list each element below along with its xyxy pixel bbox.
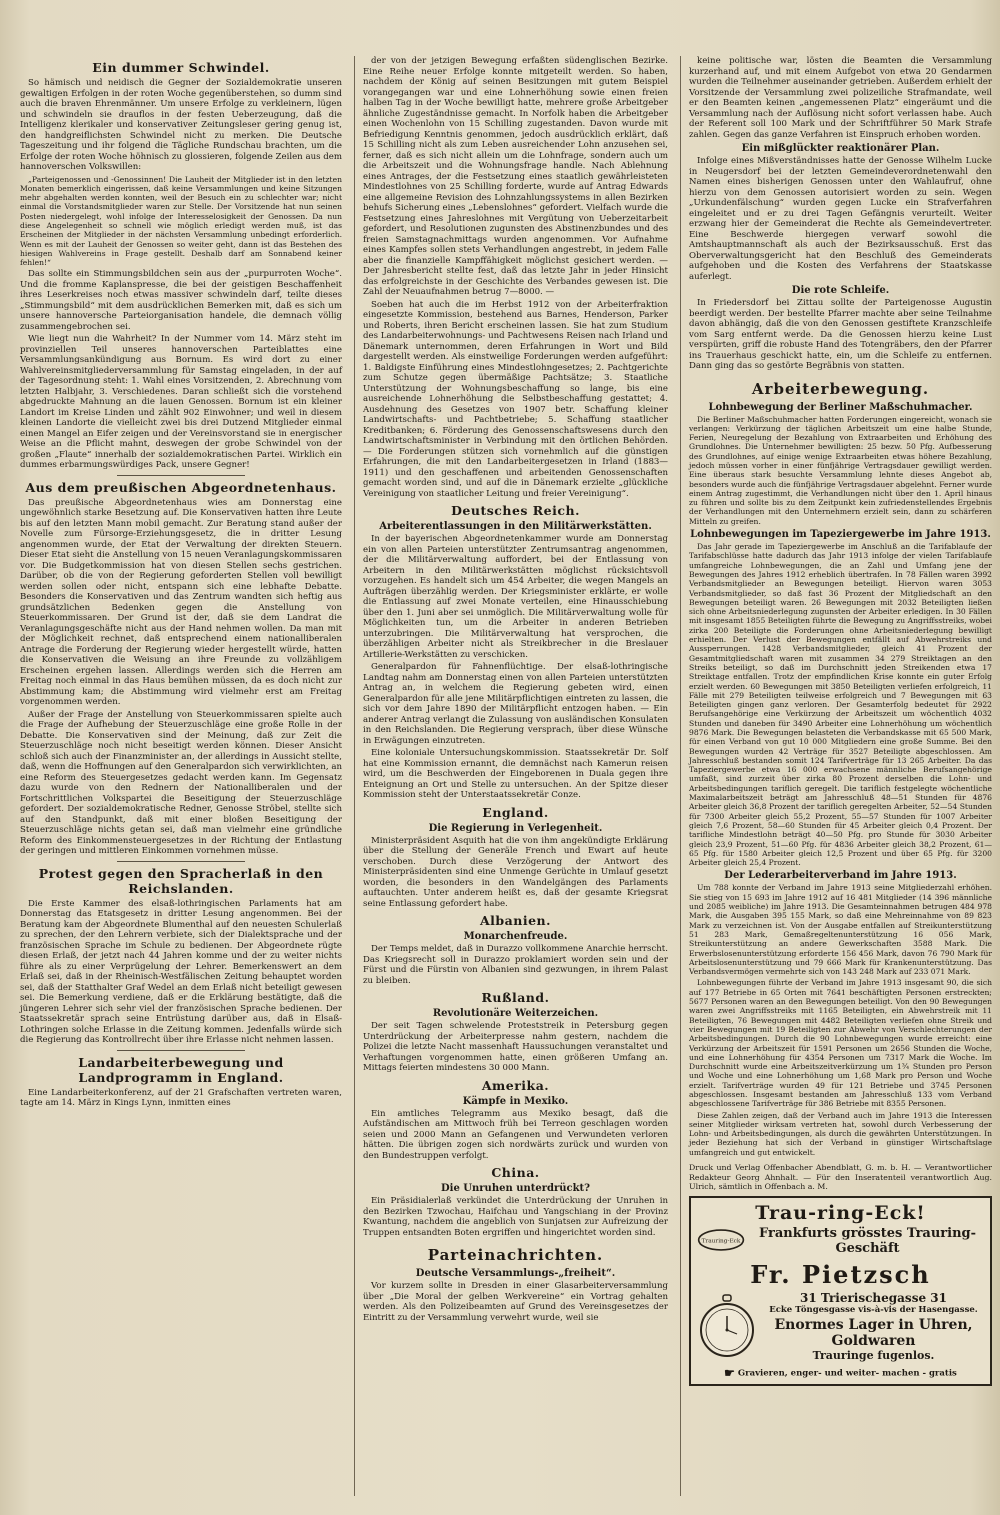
article-text: In Friedersdorf bei Zittau sollte der Parteigenosse Augustin beerdigt werden. Der bestellte Pfarrer machte aber seine Teilnahme davon abhängig, daß die von den Genossen gestiftete Kranzschleife vom Sarg entfernt werde. Da die Genossen hierzu keine Lust verspürten, griff die robuste Hand des Totengräbers, den der Pfarrer ins Trauerhaus geschickt hatte, ein, um die Schleife zu entfernen. Dann ging das so gestörte Begräbnis von statten. (689, 298, 992, 371)
subheadline-verlegenheit: Die Regierung in Verlegenheit. (428, 822, 603, 834)
pointing-hand-icon: ☛ (724, 1365, 735, 1380)
headline-landarbeiter: Landarbeiterbewegung und Landprogramm in England. (78, 1054, 284, 1085)
column-3 (680, 56, 998, 1496)
divider (117, 475, 246, 476)
article-text: Das Jahr gerade im Tapeziergewerbe im Anschluß an die Tarifablaufe der Tarifabschlüsse hatte dadurch das Jahr 1913 infolge der vielen Tarifablaufe umfangreiche Lohnbewegungen, die an Zahl und Umfang jene der Bewegungen des Jahres 1912 erheblich übertrafen. In 78 Fällen waren 3992 Verbandsmitglieder an Bewegungen beteiligt. Hiervon waren 3053 Verbandsmitglieder, so daß fast 36 Prozent der Mitgliedschaft an den Bewegungen beteiligt waren. 26 Bewegungen mit 2032 Beteiligten ließen sich ohne Arbeitsniederlegung zugunsten der Arbeiter erledigen. In 30 Fällen mit insgesamt 1855 Beteiligten führte die Bewegung zu Angriffsstreiks, wobei zirka 200 Beteiligte die Forderungen ohne Arbeitsniederlegung bewilligt erhielten. Der Verlust der Bewegungen entfällt auf Abwehrstreiks und Aussperrungen. 1428 Verbandsmitglieder, gleich 41 Prozent der Gesamtmitgliedschaft waren mit zusammen 34 279 Streiktagen an den Streiks beteiligt, so daß im Durchschnitt jeden Streikenden etwa 17 Streiktage entfallen. Trotz der empfindlichen Krise konnte ein guter Erfolg erzielt werden. 60 Bewegungen mit 3850 Beteiligten verliefen erfolgreich, 11 Fälle mit 279 Beteiligten teilweise erfolgreich und 7 Bewegungen mit 63 Beteiligten gingen ganz verloren. Der Gesamterfolg bedeutet für 2922 Berufsangehörige eine Verkürzung der Arbeitszeit um wöchentlich 4032 Stunden und daneben für 3490 Arbeiter eine Lohnerhöhung um wöchentlich 9876 Mark. Die Bewegungen belasteten die Verbandskasse mit 65 500 Mark, für einen Verband von gut 10 000 Mitgliedern eine große Summe. Bei den Bewegungen wurden 42 Verträge für 3527 Beteiligte abgeschlossen. Am Jahresschluß bestanden somit 124 Tarifverträge für 13 265 Arbeiter. Da das Tapeziergewerbe etwa 16 000 erwachsene männliche Berufsangehörige umfaßt, sind zurzeit über zirka 80 Prozent derselben die Lohn- und Arbeitsbedingungen tariflich geregelt. Die tariflich festgelegte wöchentliche Maximalarbeitszeit beträgt am Jahresschluß 48—51 Stunden für 4876 Arbeiter gleich 36,8 Prozent der tariflich geregelten Arbeiter, 52—54 Stunden für 7300 Arbeiter gleich 55,2 Prozent, 55—57 Stunden für 1007 Arbeiter gleich 7,6 Prozent, 58—60 Stunden für 45 Arbeiter gleich 0,4 Prozent. Der tarifliche Mindestlohn beträgt 40—50 Pfg. pro Stunde für 3030 Arbeiter gleich 23,9 Prozent, 51—60 Pfg. für 4836 Arbeiter gleich 38,2 Prozent, 61—65 Pfg. für 1580 Arbeiter gleich 12,5 Prozent und über 65 Pfg. für 3200 Arbeiter gleich 25,4 Prozent. (689, 542, 992, 868)
article-text: Der seit Tagen schwelende Proteststreik in Petersburg gegen Unterdrückung der Arbeiterpresse nahm gestern, nachdem die Polizei die letzte Nacht massenhaft Haussuchungen veranstaltet und Verhaftungen vorgenommen hatte, einen größeren Umfang an. Mittags feierten mindestens 30 000 Mann. (363, 1021, 668, 1073)
subheadline-monarchenfreude: Monarchenfreude. (463, 931, 568, 942)
section-parteinachrichten: Parteinachrichten. (427, 1246, 604, 1264)
article-text: Außer der Frage der Anstellung von Steuerkommissaren spielte auch die Frage der Aufhebung der Steuerzuschläge eine große Rolle in der Debatte. Die Konservativen sind der Meinung, daß zur Zeit die Steuerzuschläge noch nicht beseitigt werden können. Dieser Ansicht schloß sich auch der Finanzminister an, der allerdings in Aussicht stellte, daß, wenn die Hoffnungen auf den Generalpardon sich verwirklichten, an eine Reform des Steuergesetzes gedacht werden kann. Im Gegensatz dazu wurde von den Rednern der Nationalliberalen und der Fortschrittlichen Volkspartei die Beseitigung der Steuerzuschläge gefordert. Der sozialdemokratische Redner, Genosse Ströbel, stellte sich auf den Standpunkt, daß mit einer bloßen Beseitigung der Steuerzuschläge nichts getan sei, daß man vielmehr eine gründliche Reform des Einkommensteuergesetzes in der Richtung der Entlastung der geringen und mittleren Einkommen vornehmen müsse. (20, 709, 342, 857)
article-text: Generalpardon für Fahnenflüchtige. Der elsaß-lothringische Landtag nahm am Donnerstag einen von allen Parteien unterstützten Antrag an, in welchem die Regierung gebeten wird, einen Generalpardon für alle jene Militärpflichtigen eintreten zu lassen, die sich vor dem Jahre 1890 der Militärpflicht entzogen haben. — Ein anderer Antrag verlangt die Zulassung von ausländischen Konsulaten in den Reichslanden. Die Regierung versprach, über diese Wünsche in Erwägungen einzutreten. (363, 662, 668, 746)
subheadline-lederarbeiter: Der Lederarbeiterverband im Jahre 1913. (724, 870, 957, 882)
ad-corner: Ecke Töngesgasse vis-à-vis der Hasengasse. (769, 1304, 978, 1315)
subheadline-tapezierer: Lohnbewegungen im Tapeziergewerbe im Jahre 1913. (690, 529, 991, 541)
column-2 (354, 56, 674, 1496)
article-text: Eine Landarbeiterkonferenz, auf der 21 Grafschaften vertreten waren, tagte am 14. März in Kings Lynn, inmitten eines (20, 1087, 342, 1109)
headline-protest: Protest gegen den Spracherlaß in den Reichslanden. (38, 865, 324, 896)
subheadline-mexiko: Kämpfe in Mexiko. (462, 1095, 569, 1107)
ad-stock: Enormes Lager in Uhren, Goldwaren (774, 1316, 973, 1349)
divider (117, 1050, 246, 1051)
section-amerika: Amerika. (481, 1077, 550, 1093)
section-deutsches-reich: Deutsches Reich. (451, 503, 580, 518)
article-text: der von der jetzigen Bewegung erfaßten südenglischen Bezirke. Eine Reihe neuer Erfolge konnte mitgeteilt werden. So haben, nachdem der König auf seinen Besitzungen mit gutem Beispiel vorangegangen war und eine Lohnerhöhung sowie einen freien halben Tag in der Woche bewilligt hatte, mehrere große Arbeitgeber ähnliche Zugeständnisse gemacht. In Norfolk haben die Arbeitgeber einen Wochenlohn von 15 Schilling zugestanden. Davon wurde mit Befriedigung Kenntnis genommen, jedoch ausdrücklich erklärt, daß 15 Schilling nicht als zum Leben ausreichender Lohn anzusehen sei, ferner, daß es sich nicht allein um die Lohnfrage, sondern auch um die Arbeitszeit und die Wohnungsfrage handle. Nach Ablehnung eines Antrages, der die Festsetzung eines staatlich gewährleisteten Mindestlohnes von 25 Schilling forderte, wurde auf Antrag Edwards eine allgemeine Revision des Lohnzahlungssystems in allen Bezirken behufs Sicherung eines „Lebenslohnes“ gefordert. Vielfach wurde die Festsetzung eines Jahreslohnes mit Vergütung von Ueberzeitarbeit gefordert, und Resolutionen zugunsten des Abstinenzbundes und des freien Samstagnachmittags wurden angenommen. Vor Aufnahme eines Kampfes sollen stets Verhandlungen angestrebt, in jedem Falle aber die finanzielle Kampffähigkeit möglichst gesichert werden. — Der Jahresbericht stellte fest, daß das letzte Jahr in jeder Hinsicht das erfolgreichste in der Geschichte des Verbandes gewesen ist. Die Zahl der Neuaufnahmen betrug 7—8000. — (363, 56, 668, 297)
article-text: Um 788 konnte der Verband im Jahre 1913 seine Mitgliederzahl erhöhen. Sie stieg von 15 693 im Jahre 1912 auf 16 481 Mitglieder (14 396 männliche und 2085 weibliche) im Jahre 1913. Die Gesamteinnahmen betrugen 484 978 Mark, die Ausgaben 395 155 Mark, so daß eine Mehreinnahme von 89 823 Mark zu verzeichnen ist. Von der Ausgabe entfallen auf Streikunterstützung 51 283 Mark, Gemaßregeltenunterstützung 16 056 Mark, Streikunterstützung an andere Gewerkschaften 3588 Mark. Die Erwerbslosenunterstützung erforderte 156 456 Mark, davon 76 790 Mark für Arbeitslosenunterstützung und 79 666 Mark für Krankenunterstützung. Das Verbandsvermögen vermehrte sich von 143 248 Mark auf 233 071 Mark. (689, 883, 992, 977)
pocket-watch-icon (697, 1294, 757, 1358)
ad-header-row (697, 1224, 984, 1256)
section-albanien: Albanien. (479, 913, 552, 928)
ring-icon (697, 1225, 745, 1255)
subheadline-masschuhmacher: Lohnbewegung der Berliner Maßschuhmacher. (708, 401, 973, 413)
article-text: Die Erste Kammer des elsaß-lothringischen Parlaments hat am Donnerstag das Etatsgesetz in dritter Lesung angenommen. Bei der Beratung kam der Abgeordnete Blumenthal auf den neuesten Schulerlaß zu sprechen, der den Lehrern verbiete, sich der Dialektsprache und der französischen Sprache im Schule zu bedienen. Der Abgeordnete rügte diesen Erlaß, der jetzt nach 44 Jahren komme und der zu weiter nichts führe als zu einer Verprügelung der Lehrer. Bemerkenswert an dem Erlaß sei, daß in der Rheinisch-Westfälischen Zeitung behauptet worden sei, daß der Statthalter Graf Wedel an dem Erlaß nicht beteiligt gewesen sei. Die Bemerkung verdiene, daß er die Erklärung bestätigte, daß die jüngeren Lehrer sich sehr viel der französischen Sprache bedienen. Der Staatssekretär sprach seine Entrüstung darüber aus, daß in Elsaß-Lothringen solche Erlasse in die Zeitung kommen. Jedenfalls würde sich die Regierung das Kontrollrecht über ihre Erlasse nicht nehmen lassen. (20, 898, 342, 1046)
ad-rings: Trauringe fugenlos. (812, 1348, 935, 1362)
ad-address: 31 Trierischegasse 31 (800, 1290, 947, 1305)
subheadline-entlassungen: Arbeiterentlassungen in den Militärwerkstätten. (379, 521, 652, 532)
ad-engrave-text: Gravieren, enger- und weiter- machen - gratis (737, 1368, 957, 1379)
subheadline-reaktionaer: Ein mißglückter reaktionärer Plan. (741, 143, 940, 154)
article-text: In der bayerischen Abgeordnetenkammer wurde am Donnerstag ein von allen Parteien unterstützter Zentrumsantrag angenommen, der die Militärverwaltung auffordert, bei der Entlassung von Arbeitern in den Militärwerkstätten möglichst rücksichtsvoll vorzugehen. Es handelt sich um 454 Arbeiter, die wegen Mangels an Aufträgen überzählig werden. Der Kriegsminister erklärte, er wolle die Entlassung auf zwei Monate verteilen, eine Hinausschiebung über den 1. Juni aber sei unmöglich. Die Militärverwaltung wolle für Möglichkeiten tun, um die Arbeiter in anderen Betrieben unterzubringen. Die Militärverwaltung hat versprochen, die überzähligen Arbeiter nicht als Streikbrecher in die Breslauer Artillerie-Werkstätten zu verschicken. (363, 534, 668, 660)
ring-label: Trauring-Eck (701, 1238, 741, 1245)
section-arbeiterbewegung: Arbeiterbewegung. (751, 379, 930, 398)
article-text: Ministerpräsident Asquith hat die von ihm angekündigte Erklärung über die Stellung der Generäle French und Ewart auf heute verschoben. Durch diese Verzögerung der Antwort des Ministerpräsidenten sind eine Unmenge Gerüchte in Umlauf gesetzt worden, die besonders in den Wandelgängen des Parlaments auftauchten. Unter anderem heißt es, daß der gesamte Kriegsrat seine Entlassung gefordert habe. (363, 835, 668, 909)
article-text: Die Berliner Maßschuhmacher hatten Forderungen eingereicht, wonach sie verlangen: Verkürzung der täglichen Arbeitszeit um eine halbe Stunde, Ferien, Neuregelung der Bezahlung von Extraarbeiten und Erhöhung des Grundlohnes. Die Unternehmer bewilligten: 25 bezw. 50 Pfg. Aufbesserung des Grundlohnes, auf einige wenige Extraarbeiten etwas höhere Bezahlung, jedoch müssen vorher in einer fünfjährige Vertragsdauer gewilligt werden. Eine überaus stark besuchte Versammlung lehnte dieses Angebot ab, besonders wurde auch die fünfjährige Vertragsdauer abgelehnt. Ferner wurde einem Antrag zugestimmt, die Verhandlungen nicht über den 1. April hinaus zu führen und sollte bis zu dem Zeitpunkt kein zufriedenstellendes Ergebnis der Verhandlungen mit den Unternehmern erzielt sein, dann zu schärferen Mitteln zu greifen. (689, 414, 992, 526)
article-quote: „Parteigenossen und -Genossinnen! Die Lauheit der Mitglieder ist in den letzten Monaten bemerklich eingerissen, daß keine Versammlungen und keine Sitzungen mehr abgehalten werden konnten, weil der Besuch ein zu schlechter war; nicht einmal die Vorstandsmitglieder waren zur Stelle. Der Vorsitzende hat nun seinen Posten niedergelegt, wohl infolge der Interesselosigkeit der Genossen. Da nun diese Angelegenheit so schnell wie möglich erledigt werden muß, ist das Erscheinen der Mitglieder in der nächsten Versammlung unbedingt erforderlich. Wenn es mit der Lauheit der Genossen so weiter geht, dann ist das Bestehen des hiesigen Wahlvereins in Frage gestellt. Deshalb darf am Sonnabend keiner fehlen!“ (20, 174, 342, 268)
subheadline-revolutionaer: Revolutionäre Weiterzeichen. (432, 1008, 599, 1019)
divider (117, 861, 246, 862)
article-text: Infolge eines Mißverständnisses hatte der Genosse Wilhelm Lucke in Neugersdorf bei der letzten Gemeindeverordnetenwahl den Namen eines bisherigen Genossen unter den Wahlaufruf, ohne hierzu von dem Genossen autorisiert worden zu sein. Wegen „Urkundenfälschung“ wurden gegen Lucke ein Strafverfahren eingeleitet und er zu drei Tagen Gefängnis verurteilt. Weiter erzwang hier der Gemeinderat die Rechte als Gemeindevertreter. Eine Beschwerde hiergegen verwarf sowohl die Amtshauptmannschaft als auch der Bezirksausschuß. Erst das Oberverwaltungsgericht hat den Beschluß des Gemeinderats aufgehoben und die Kosten des Verfahrens der Staatskasse auferlegt. (689, 156, 992, 282)
section-russland: Rußland. (481, 990, 550, 1005)
article-text: Das preußische Abgeordnetenhaus wies am Donnerstag eine ungewöhnlich starke Besetzung auf. Die Konservativen hatten ihre Leute bis auf den letzten Mann mobil gemacht. Zur Beratung stand außer der Novelle zum Fürsorge-Erziehungsgesetz, die in dritter Lesung angenommen wurde, der Etat der Verwaltung der direkten Steuern. Dieser Etat sieht die Anstellung von 15 neuen Veranlagungskommissaren vor. Die Budgetkommission hat von diesen Stellen sechs gestrichen. Darüber, ob die von der Regierung geforderten Stellen voll bewilligt werden sollen oder nicht, entspann sich eine lebhafte Debatte. Besonders die Konservativen und das Zentrum wandten sich heftig aus grundsätzlichen Bedenken gegen die Anstellung von Steuerkommissaren. Der Grund ist der, daß sie dem Landrat die Veranlagungsgeschäfte nicht aus der Hand nehmen wollen. Da man mit der Möglichkeit rechnet, daß entsprechend einem nationalliberalen Antrage die Forderung der Regierung wieder hergestellt würde, hatten die Konservativen die Weisung an ihre Freunde zu vollzähligem Erscheinen ergehen lassen. Allerdings werden sich die Herren am Freitag noch einmal in das Haus bemühen müssen, da es doch nicht zur Abstimmung kam; die Abstimmung wird vielmehr erst am Freitag vorgenommen werden. (20, 497, 342, 708)
advertisement (689, 1196, 992, 1386)
article-text: Diese Zahlen zeigen, daß der Verband auch im Jahre 1913 die Interessen seiner Mitglieder wirksam vertreten hat, sowohl durch Verbesserung der Lohn- und Arbeitsbedingungen, als durch die gewährten Unterstützungen. In jeder Beziehung hat sich der Verband in günstiger Wirtschaftslage umfangreich und gut entwickelt. (689, 1110, 992, 1157)
article-text: Vor kurzem sollte in Dresden in einer Glasarbeiterversammlung über „Die Moral der gelben Werkvereine“ ein Vortrag gehalten werden. Als den Polizeibeamten auf Grund des Vereinsgesetzes der Eintritt zu der Versammlung verwehrt wurde, weil sie (363, 1281, 668, 1323)
article-text: Das sollte ein Stimmungsbildchen sein aus der „purpurroten Woche“. Und die fromme Kaplanspresse, die bei der geistigen Beschaffenheit ihres Leserkreises noch etwas massiver schwindeln darf, teilte dieses „Stimmungsbild“ mit dem ausdrücklichen Bemerken mit, daß es sich um unsere hannoversche Parteiorganisation handele, die demnach völlig zusammengebrochen sei. (20, 269, 342, 332)
article-text: Ein Präsidialerlaß verkündet die Unterdrückung der Unruhen in den Bezirken Tzwochau, Haifchau und Yangschiang in der Provinz Kwantung, nachdem die angeblich von Sunjatsen zur Aufreizung der Truppen entsandten Boten ergriffen und hingerichtet worden sind. (363, 1196, 668, 1238)
article-text: Ein amtliches Telegramm aus Mexiko besagt, daß die Aufständischen am Mittwoch früh bei Terreon geschlagen worden seien und 2000 Mann an Gefangenen und Verwundeten verloren hätten. Die übrigen zogen sich nordwärts zurück und wurden von den Bundestruppen verfolgt. (363, 1108, 668, 1161)
article-text: keine politische war, lösten die Beamten die Versammlung kurzerhand auf, und mit einem Aufgebot von etwa 20 Gendarmen wurden die Teilnehmer auseinander getrieben. Außerdem erhielt der Vorsitzende der Versammlung zwei polizeiliche Strafmandate, weil er den Beamten keinen „angemessenen Platz“ eingeräumt und die Versammlung nach der Auflösung nicht sofort verlassen habe. Auch der Referent soll 100 Mark und der Schriftführer 50 Mark Strafe zahlen. Gegen das ganze Verfahren ist Einspruch erhoben worden. (689, 56, 992, 140)
section-china: China. (491, 1165, 540, 1180)
column-1 (18, 56, 348, 1496)
section-england: England. (482, 804, 549, 820)
subheadline-rote-schleife: Die rote Schleife. (791, 285, 890, 296)
article-text: Eine koloniale Untersuchungskommission. Staatssekretär Dr. Solf hat eine Kommission ernannt, die demnächst nach Kamerun reisen wird, um die Beschwerden der Eingeborenen in Duala gegen ihre Enteignung an Ort und Stelle zu untersuchen. An der Spitze dieser Kommission steht der Unterstaatssekretär Conze. (363, 748, 668, 800)
ad-brand: Trau-ring-Eck! (755, 1201, 926, 1224)
subheadline-freiheit: Deutsche Versammlungs-„freiheit“. (415, 1268, 616, 1279)
ad-body-row (697, 1291, 984, 1362)
headline-abgeordnetenhaus: Aus dem preußischen Abgeordnetenhaus. (25, 479, 337, 495)
ad-merchant-name: Fr. Pietzsch (750, 1259, 931, 1289)
imprint: Druck und Verlag Offenbacher Abendblatt, G. m. b. H. — Verantwortlicher Redakteur Georg Ahnhalt. — Für den Inseratenteil verantwortlich Aug. Ulrich, sämtlich in Offenbach a. M. (689, 1163, 992, 1192)
article-text: Der Temps meldet, daß in Durazzo vollkommene Anarchie herrscht. Das Kriegsrecht soll in Durazzo proklamiert worden sein und der Fürst und die Fürstin von Albanien sind gezwungen, in ihrem Palast zu bleiben. (363, 944, 668, 986)
article-text: Lohnbewegungen führte der Verband im Jahre 1913 insgesamt 90, die sich auf 177 Betriebe in 65 Orten mit 7641 beschäftigten Personen erstreckten; 5677 Personen waren an den Bewegungen beteiligt. Von den 90 Bewegungen waren zwei Angriffsstreiks mit 1165 Beteiligten, ein Abwehrstreik mit 11 Beteiligten, 76 Bewegungen mit 4482 Beteiligten verliefen ohne Streik und vier Bewegungen mit 19 Beteiligten zur Abwehr von Verschlechterungen der Arbeitsbedingungen. Durch die 90 Lohnbewegungen wurde erreicht: eine Verkürzung der Arbeitszeit für 1591 Personen um 2656 Stunden die Woche, und eine Lohnerhöhung für 4354 Personen um 7317 Mark die Woche. Im Durchschnitt wurde eine Arbeitszeitverkürzung um 1¾ Stunden pro Person und Woche und eine Lohnerhöhung um 1,68 Mark pro Person und Woche erzielt. Tarifverträge wurden 49 für 121 Betriebe und 3745 Personen abgeschlossen. Insgesamt bestanden am Jahresschluß 133 vom Verband abgeschlossene Tarifverträge für 386 Betriebe mit 8355 Personen. (689, 978, 992, 1109)
headline-schwindel: Ein dummer Schwindel. (92, 60, 270, 75)
ad-engrave-line (697, 1366, 984, 1380)
article-text: Soeben hat auch die im Herbst 1912 von der Arbeiterfraktion eingesetzte Kommission, bestehend aus Barnes, Henderson, Parker und Roberts, ihren Bericht erscheinen lassen. Sie hat zum Studium des Landarbeiterwohnungs- und Pachtwesens Reisen nach Irland und Dänemark unternommen, deren Erfahrungen in Wort und Bild dargestellt werden. Als einstweilige Forderungen werden aufgeführt: 1. Baldigste Einführung eines Mindestlohngesetzes; 2. Pachtgerichte zum Schutze gegen übermäßige Pachtsätze; 3. Staatliche Unterstützung der Wohnungsbeschaffung so lange, bis eine ausreichende Lohnerhöhung die Selbstbeschaffung gestattet; 4. Ausdehnung des Gesetzes von 1907 betr. Schaffung kleiner Landwirtschafts- und Pachtbetriebe; 5. Schaffung staatlicher Kreditbanken; 6. Förderung des Genossenschaftswesens durch den Landwirtschaftsminister in Verbindung mit den örtlichen Behörden. — Die Forderungen stützen sich vornehmlich auf die günstigen Erfahrungen, die mit den Landarbeitergesetzen in Irland (1883—1911) und den geschaffenen und arbeitenden Genossenschaften gemacht worden sind, und auf die in Dänemark erzielte „glückliche Vereinigung von staatlicher Leitung und freier Vereinigung“. (363, 299, 668, 499)
ad-subtitle: Frankfurts grösstes Trauring-Geschäft (759, 1225, 977, 1256)
article-text: Wie liegt nun die Wahrheit? In der Nummer vom 14. März steht im provinziellen Teil unseres hannoverschen Parteiblattes eine Versammlungsankündigung aus Bornum. Es wird dort zu einer Wahlvereinsmitgliederversammlung für Samstag eingeladen, in der auf der Tagesordnung steht: 1. Wahl eines Vorsitzenden, 2. Abrechnung vom letzten Halbjahr, 3. Verschiedenes. Daran schließt sich die vorstehend abgedruckte Mahnung an die lauen Genossen. Bornum ist ein kleiner Landort im Kreise Linden und zählt 902 Einwohner; und weil in diesem kleinen Landorte die vielleicht zwei bis drei Dutzend Mitglieder einmal einen Mangel an Eifer zeigen und der Vereinsvorstand sie in energischer Weise an die Pflicht mahnt, deswegen der grobe Schwindel von der großen „Flaute“ innerhalb der sozialdemokratischen Partei. Wirklich ein dummes erbarmungswürdiges Pack, unsere Gegner! (20, 334, 342, 471)
article-text: So hämisch und neidisch die Gegner der Sozialdemokratie unseren gewaltigen Erfolgen in der roten Woche gegenüberstehen, so dumm sind auch die braven Ehrenmänner. Um unsere Erfolge zu verkleinern, lügen und schwindeln sie drauflos in der festen Ueberzeugung, daß die Intelligenz klerikaler und konservativer Zeitungsleser gering genug ist, den handgreiflichsten Schwindel nicht zu merken. Die Deutsche Tageszeitung und ihr folgend die Tägliche Rundschau brachten, um die Erfolge der roten Woche höhnisch zu glossieren, folgende Zeilen aus dem hannoverschen Volkswillen: (20, 78, 342, 172)
subheadline-unruhen: Die Unruhen unterdrückt? (440, 1183, 591, 1194)
